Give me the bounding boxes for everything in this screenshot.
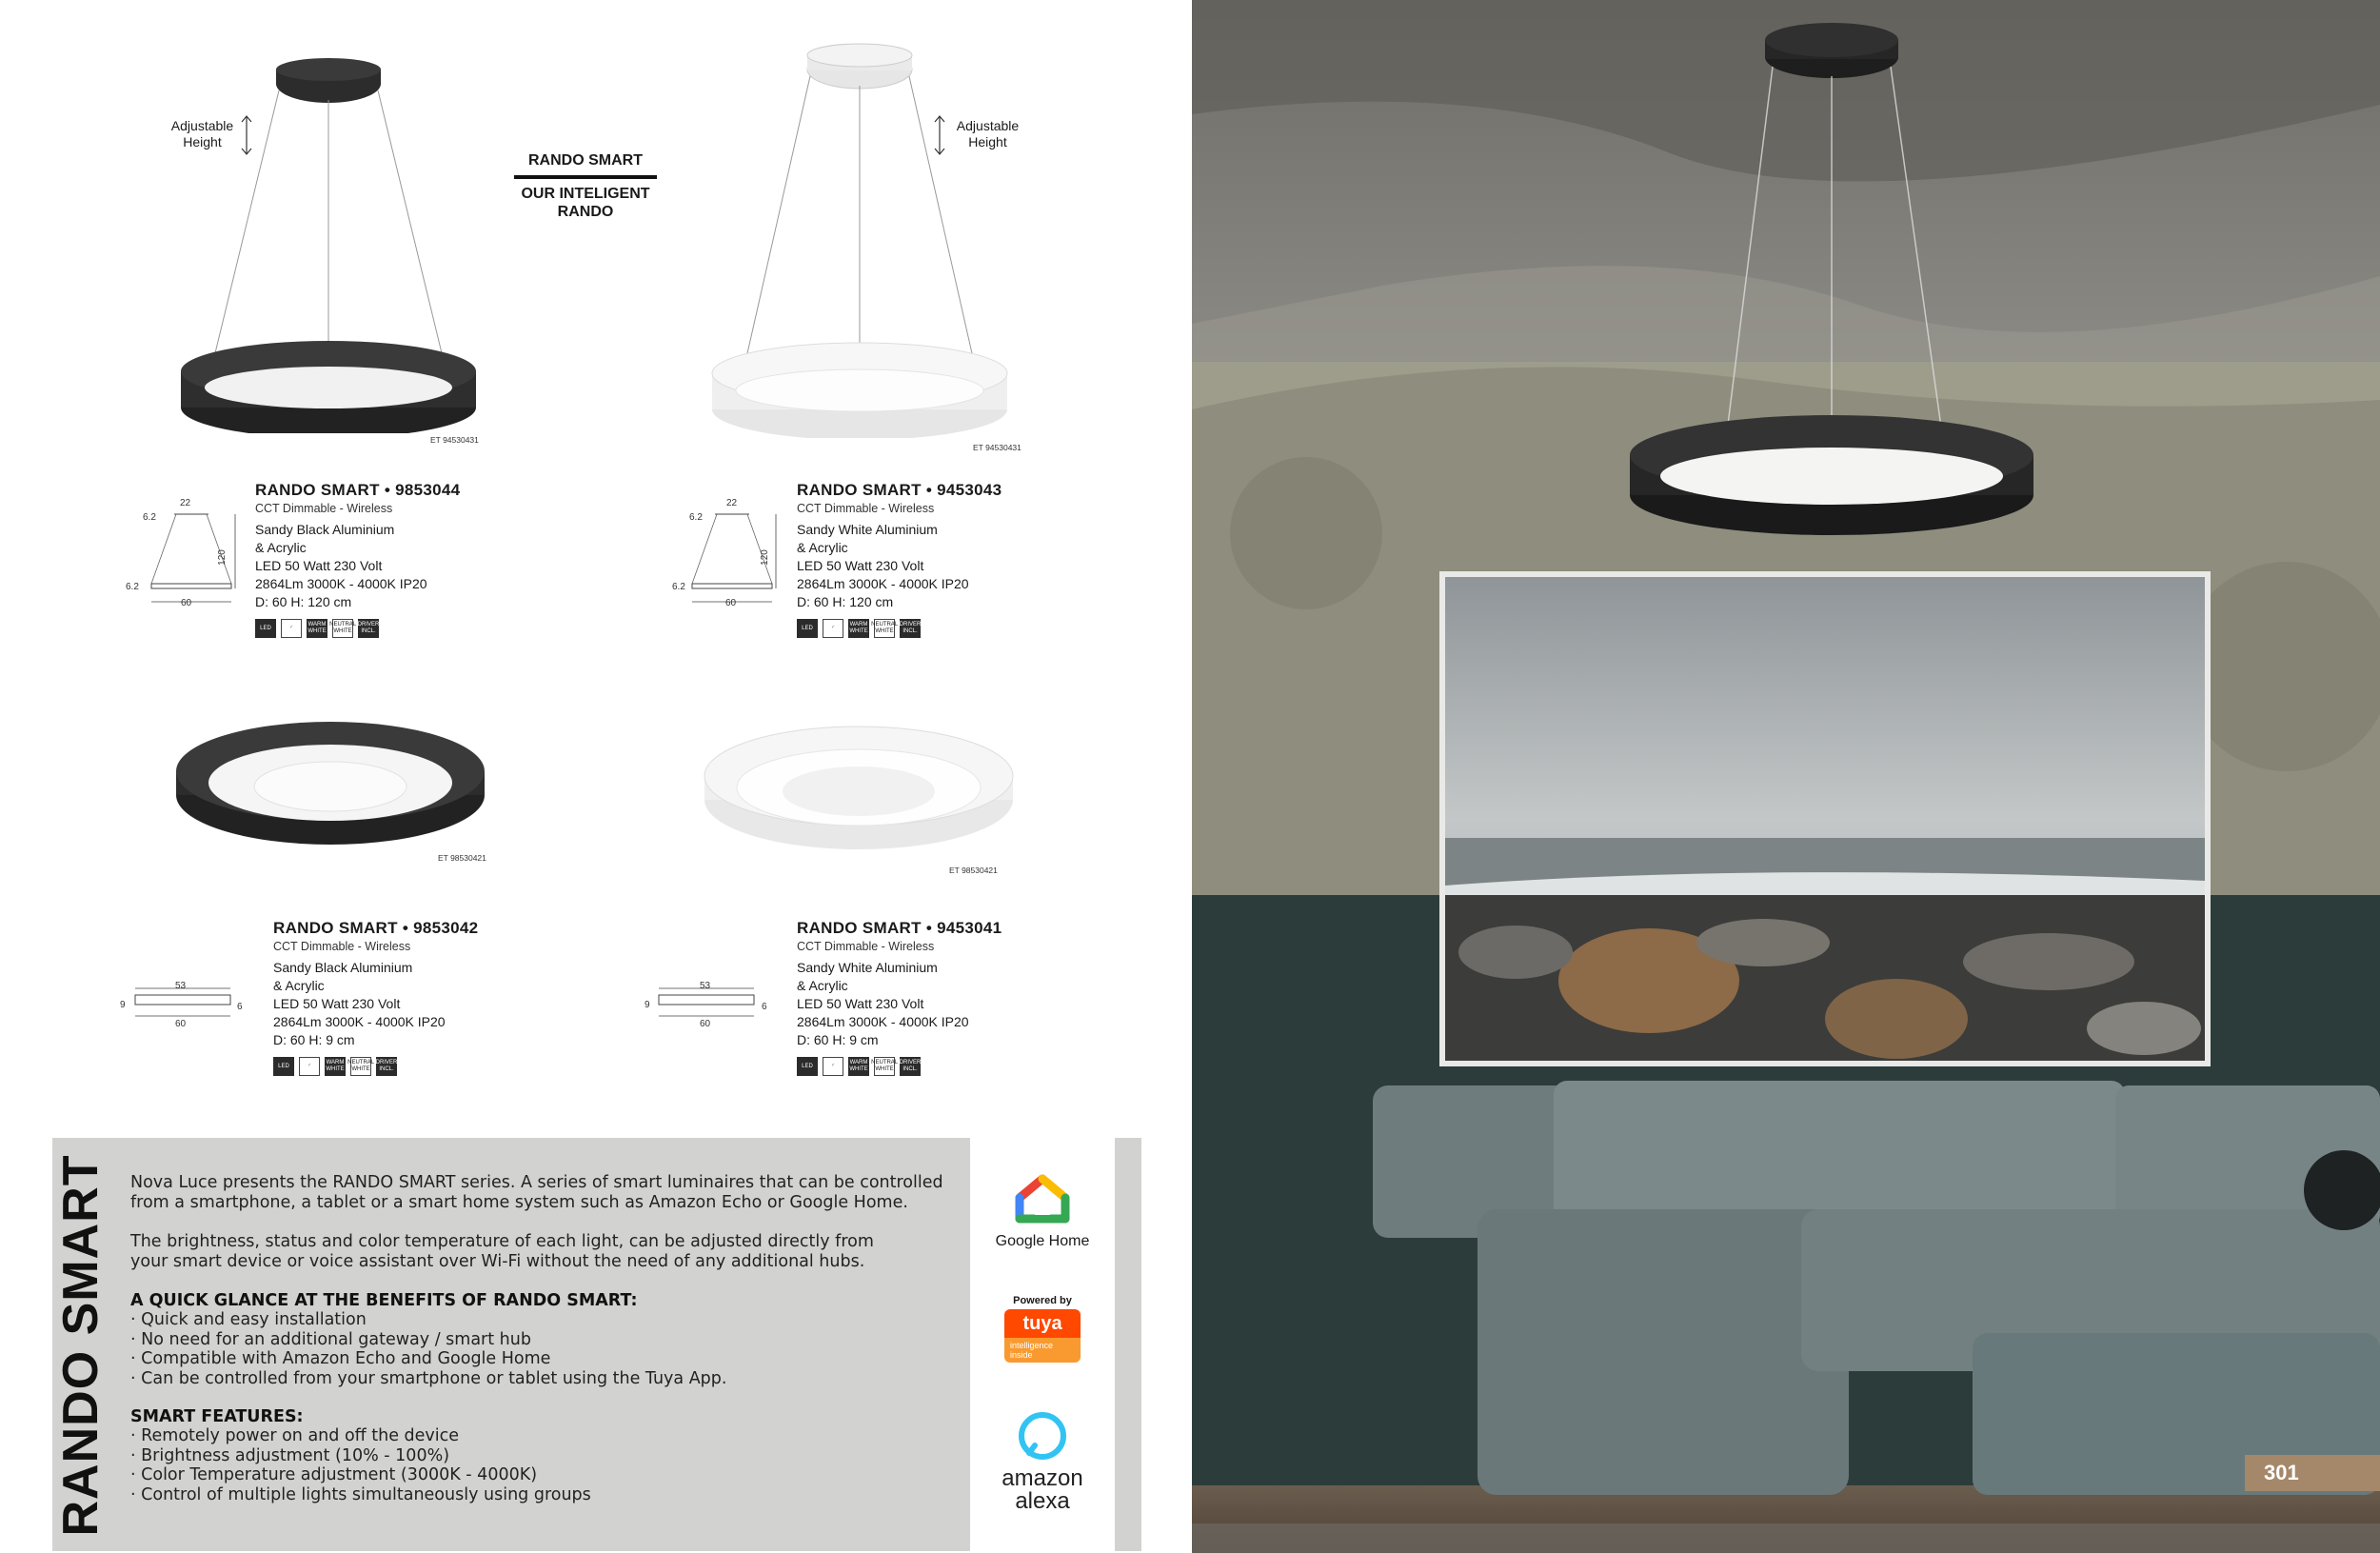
page-number-badge — [2245, 1455, 2380, 1491]
warm-white-icon: WARM WHITE — [848, 619, 869, 638]
bullet-separator: • — [925, 481, 938, 499]
product-spec-line: & Acrylic — [797, 540, 848, 555]
intro-paragraph: Nova Luce presents the RANDO SMART series. A series of smart luminaires that can be controlled from a smartphone, a tablet or a smart home system such as Amazon Echo or Google Home. — [130, 1173, 943, 1212]
product-spec-line: & Acrylic — [255, 540, 307, 555]
lifestyle-photo — [1192, 0, 2380, 1553]
product-code: 9453043 — [937, 481, 1002, 499]
bullet-separator: • — [384, 481, 396, 499]
warm-white-icon: WARM WHITE — [848, 1057, 869, 1076]
product-spec-line: LED 50 Watt 230 Volt — [797, 996, 924, 1011]
product-spec-line: Sandy Black Aluminium — [255, 522, 395, 537]
dimension-label: 22 — [726, 498, 738, 508]
list-item: · Quick and easy installation — [130, 1310, 959, 1330]
vertical-title-text: RANDO SMART — [53, 1154, 109, 1536]
driver-included-icon: DRIVER INCL. — [900, 1057, 921, 1076]
bullet-separator: • — [925, 919, 938, 937]
product-spec-line: Sandy Black Aluminium — [273, 960, 413, 975]
driver-included-icon: DRIVER INCL. — [900, 619, 921, 638]
product-card-9453043 — [797, 481, 1082, 638]
et-code: ET 94530431 — [973, 443, 1021, 452]
driver-included-icon: DRIVER INCL. — [376, 1057, 397, 1076]
list-item: · Remotely power on and off the device — [130, 1426, 959, 1446]
feature-icons — [255, 619, 541, 638]
product-spec-line: D: 60 H: 120 cm — [255, 594, 352, 609]
dimmable-icon: ◜ — [823, 1057, 843, 1076]
google-home-logo — [981, 1173, 1104, 1250]
product-subtitle: CCT Dimmable - Wireless — [255, 502, 393, 515]
et-code: ET 98530421 — [949, 866, 998, 875]
list-item: · Can be controlled from your smartphone or tablet using the Tuya App. — [130, 1369, 959, 1389]
dimension-label: 6.2 — [689, 512, 703, 523]
page-number: 301 — [2264, 1461, 2299, 1484]
tuya-name: tuya — [1004, 1309, 1081, 1338]
product-spec-line: D: 60 H: 9 cm — [797, 1032, 879, 1047]
product-spec-line: 2864Lm 3000K - 4000K IP20 — [273, 1014, 446, 1029]
product-code: 9853042 — [413, 919, 479, 937]
dimension-label: 60 — [725, 598, 737, 608]
feature-icons — [797, 1057, 1082, 1076]
product-subtitle: CCT Dimmable - Wireless — [273, 940, 411, 953]
info-side-strip — [1115, 1138, 1141, 1551]
list-item: · Compatible with Amazon Echo and Google Home — [130, 1349, 959, 1369]
features-list — [130, 1426, 959, 1504]
dimension-label: 9 — [645, 1000, 650, 1010]
product-spec-line: 2864Lm 3000K - 4000K IP20 — [797, 1014, 969, 1029]
led-icon: LED — [797, 1057, 818, 1076]
product-subtitle: CCT Dimmable - Wireless — [797, 502, 935, 515]
list-item: · No need for an additional gateway / smart hub — [130, 1330, 959, 1350]
list-item: · Brightness adjustment (10% - 100%) — [130, 1446, 959, 1466]
living-room-scene-image — [1192, 0, 2380, 1553]
intro-paragraph-2: The brightness, status and color temperature of each light, can be adjusted directly from your smart device or voice assistant over Wi-Fi without the need of any additional hubs. — [130, 1232, 874, 1271]
benefits-list — [130, 1310, 959, 1388]
product-spec-line: 2864Lm 3000K - 4000K IP20 — [255, 576, 427, 591]
dimmable-icon: ◜ — [299, 1057, 320, 1076]
google-home-label: Google Home — [995, 1233, 1090, 1249]
dimension-label: 53 — [700, 981, 711, 991]
product-spec-line: & Acrylic — [797, 978, 848, 993]
dimension-label: 120 — [216, 549, 228, 566]
product-spec-line: LED 50 Watt 230 Volt — [797, 558, 924, 573]
adjustable-text: Adjustable Height — [170, 118, 234, 149]
dimension-label: 60 — [181, 598, 192, 608]
list-item: · Color Temperature adjustment (3000K - 4000K) — [130, 1465, 959, 1485]
ceiling-lamp-black-image — [171, 705, 490, 847]
amazon-alexa-logo — [981, 1409, 1104, 1513]
neutral-white-icon: NEUTRAL WHITE — [332, 619, 353, 638]
product-card-9453041 — [797, 919, 1082, 1076]
dimension-label: 60 — [700, 1019, 711, 1029]
dimension-label: 6 — [762, 1002, 767, 1012]
ceiling-lamp-white-image — [700, 709, 1019, 852]
neutral-white-icon: NEUTRAL WHITE — [350, 1057, 371, 1076]
dimension-label: 6.2 — [672, 582, 685, 592]
led-icon: LED — [255, 619, 276, 638]
dimension-label: 6.2 — [143, 512, 156, 523]
list-item: · Control of multiple lights simultaneously using groups — [130, 1485, 959, 1505]
vertical-series-title — [52, 1152, 109, 1538]
info-content — [130, 1173, 959, 1504]
product-card-9853044 — [255, 481, 541, 638]
dimension-label: 53 — [175, 981, 187, 991]
benefits-heading: A QUICK GLANCE AT THE BENEFITS OF RANDO SMART: — [130, 1291, 638, 1310]
dimension-label: 120 — [759, 549, 770, 566]
product-title — [797, 919, 1082, 938]
series-header — [514, 152, 657, 221]
pendant-lamp-white-image — [698, 38, 1021, 438]
warm-white-icon: WARM WHITE — [325, 1057, 346, 1076]
product-spec-line: D: 60 H: 9 cm — [273, 1032, 355, 1047]
product-card-9853042 — [273, 919, 559, 1076]
dimension-label: 60 — [175, 1019, 187, 1029]
dimmable-icon: ◜ — [823, 619, 843, 638]
neutral-white-icon: NEUTRAL WHITE — [874, 1057, 895, 1076]
bullet-separator: • — [402, 919, 414, 937]
dimension-label: 9 — [120, 1000, 126, 1010]
tuya-inside-label: intelligence inside — [1004, 1338, 1081, 1363]
alexa-line1: amazon — [1002, 1465, 1083, 1491]
product-spec-line: LED 50 Watt 230 Volt — [273, 996, 401, 1011]
dimmable-icon: ◜ — [281, 619, 302, 638]
product-spec-line: 2864Lm 3000K - 4000K IP20 — [797, 576, 969, 591]
tuya-logo — [1004, 1295, 1081, 1363]
driver-included-icon: DRIVER INCL. — [358, 619, 379, 638]
pendant-lamp-black-image — [167, 52, 490, 433]
product-code: 9853044 — [395, 481, 461, 499]
led-icon: LED — [797, 619, 818, 638]
dimension-label: 6.2 — [126, 582, 139, 592]
tuya-powered-label: Powered by — [1013, 1295, 1072, 1306]
series-tagline: OUR INTELIGENT RANDO — [521, 186, 650, 220]
product-spec-line: & Acrylic — [273, 978, 325, 993]
et-code: ET 98530421 — [438, 853, 486, 863]
product-subtitle: CCT Dimmable - Wireless — [797, 940, 935, 953]
alexa-icon — [1016, 1409, 1069, 1463]
product-code: 9453041 — [937, 919, 1002, 937]
et-code: ET 94530431 — [430, 435, 479, 445]
feature-icons — [797, 619, 1082, 638]
product-spec-line: Sandy White Aluminium — [797, 522, 938, 537]
product-name: RANDO SMART — [797, 919, 922, 937]
product-name: RANDO SMART — [797, 481, 922, 499]
product-spec-line: Sandy White Aluminium — [797, 960, 938, 975]
warm-white-icon: WARM WHITE — [307, 619, 327, 638]
dimension-label: 6 — [237, 1002, 243, 1012]
product-title — [797, 481, 1082, 500]
product-name: RANDO SMART — [255, 481, 380, 499]
product-spec-line: LED 50 Watt 230 Volt — [255, 558, 383, 573]
product-spec-line: D: 60 H: 120 cm — [797, 594, 894, 609]
series-title: RANDO SMART — [514, 152, 657, 179]
features-heading: SMART FEATURES: — [130, 1407, 304, 1426]
feature-icons — [273, 1057, 559, 1076]
alexa-line2: alexa — [1015, 1488, 1070, 1514]
product-title — [273, 919, 559, 938]
dimension-label: 22 — [180, 498, 191, 508]
adjustable-text: Adjustable Height — [956, 118, 1020, 149]
product-title — [255, 481, 541, 500]
neutral-white-icon: NEUTRAL WHITE — [874, 619, 895, 638]
product-name: RANDO SMART — [273, 919, 398, 937]
google-home-icon — [1014, 1173, 1071, 1226]
led-icon: LED — [273, 1057, 294, 1076]
